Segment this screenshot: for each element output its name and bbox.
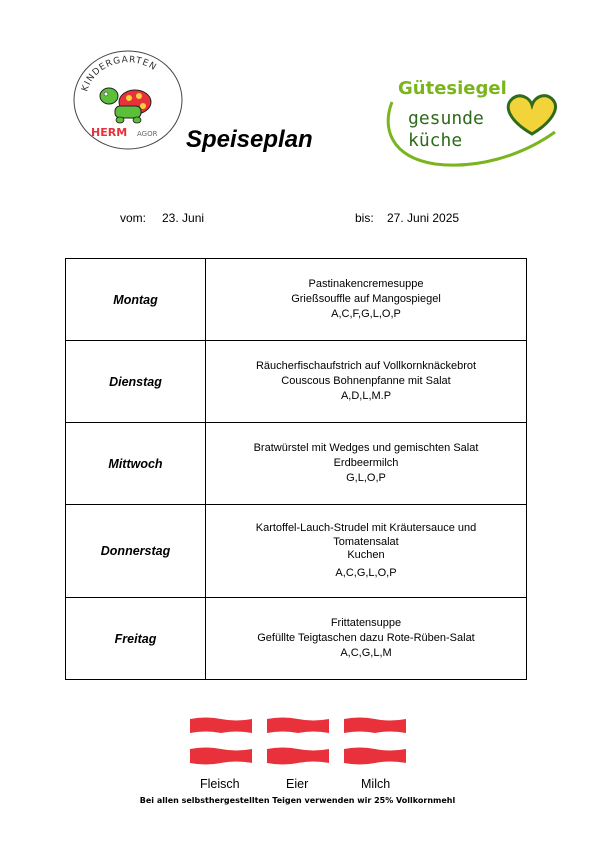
meal-line: Erdbeermilch	[333, 457, 399, 469]
meal-line: Couscous Bohnenpfanne mit Salat	[281, 375, 451, 387]
meal-line: Grießsouffle auf Mangospiegel	[291, 293, 441, 305]
kg-logo-text-red: HERM	[91, 126, 128, 139]
page-title: Speiseplan	[186, 126, 313, 153]
allergen-codes: A,C,G,L,M	[340, 647, 392, 659]
origin-label-eggs: Eier	[286, 777, 309, 791]
menu-row-wednesday	[66, 423, 527, 505]
meal-line: Kartoffel-Lauch-Strudel mit Kräutersauce und	[255, 522, 477, 534]
austria-flag-icon	[342, 716, 408, 766]
meal-line: Bratwürstel mit Wedges und gemischten Salat	[253, 442, 479, 454]
day-label: Dienstag	[66, 341, 206, 423]
day-label: Freitag	[66, 598, 206, 680]
heart-icon	[508, 96, 555, 134]
meal-cell	[206, 423, 527, 505]
origin-label-meat: Fleisch	[200, 777, 240, 791]
seal-line-1: Gütesiegel	[398, 78, 507, 99]
day-label: Mittwoch	[66, 423, 206, 505]
kindergarten-logo	[73, 50, 183, 150]
meal-cell	[206, 259, 527, 341]
meal-line: Pastinakencremesuppe	[308, 278, 424, 290]
meal-cell	[206, 341, 527, 423]
menu-row-friday	[66, 598, 527, 680]
seal-line-2: gesunde	[408, 108, 484, 129]
meal-line: Frittatensuppe	[330, 617, 402, 629]
meal-line: Räucherfischaufstrich auf Vollkornknäckebrot	[255, 360, 477, 372]
kg-logo-text-gray: AGOR	[137, 130, 158, 138]
menu-row-thursday	[66, 505, 527, 598]
allergen-codes: A,C,G,L,O,P	[335, 566, 397, 579]
quality-seal-logo	[380, 72, 565, 172]
day-label: Montag	[66, 259, 206, 341]
meal-cell	[206, 505, 527, 598]
meal-line: Tomatensalat	[333, 535, 399, 548]
allergen-codes: A,C,F,G,L,O,P	[331, 308, 401, 320]
meal-line: Kuchen	[347, 549, 385, 561]
meal-line: Gefüllte Teigtaschen dazu Rote-Rüben-Salat	[257, 632, 475, 644]
date-to-label: bis:	[355, 211, 374, 225]
origin-label-milk: Milch	[361, 777, 391, 791]
kg-logo-text-top: KINDERGARTEN	[80, 55, 159, 93]
austria-flag-icon	[188, 716, 254, 766]
meal-cell	[206, 598, 527, 680]
menu-row-tuesday	[66, 341, 527, 423]
day-label: Donnerstag	[66, 505, 206, 598]
allergen-codes: G,L,O,P	[346, 472, 386, 484]
date-to-value: 27. Juni 2025	[387, 211, 460, 225]
menu-row-monday	[66, 259, 527, 341]
seal-line-3: küche	[408, 130, 463, 151]
footnote: Bei allen selbsthergestellten Teigen verwenden wir 25% Vollkornmehl	[139, 796, 456, 805]
allergen-codes: A,D,L,M.P	[340, 390, 392, 402]
austria-flag-icon	[265, 716, 331, 766]
date-from-label: vom:	[120, 211, 147, 225]
date-from-value: 23. Juni	[162, 211, 205, 225]
menu-table	[65, 258, 527, 680]
